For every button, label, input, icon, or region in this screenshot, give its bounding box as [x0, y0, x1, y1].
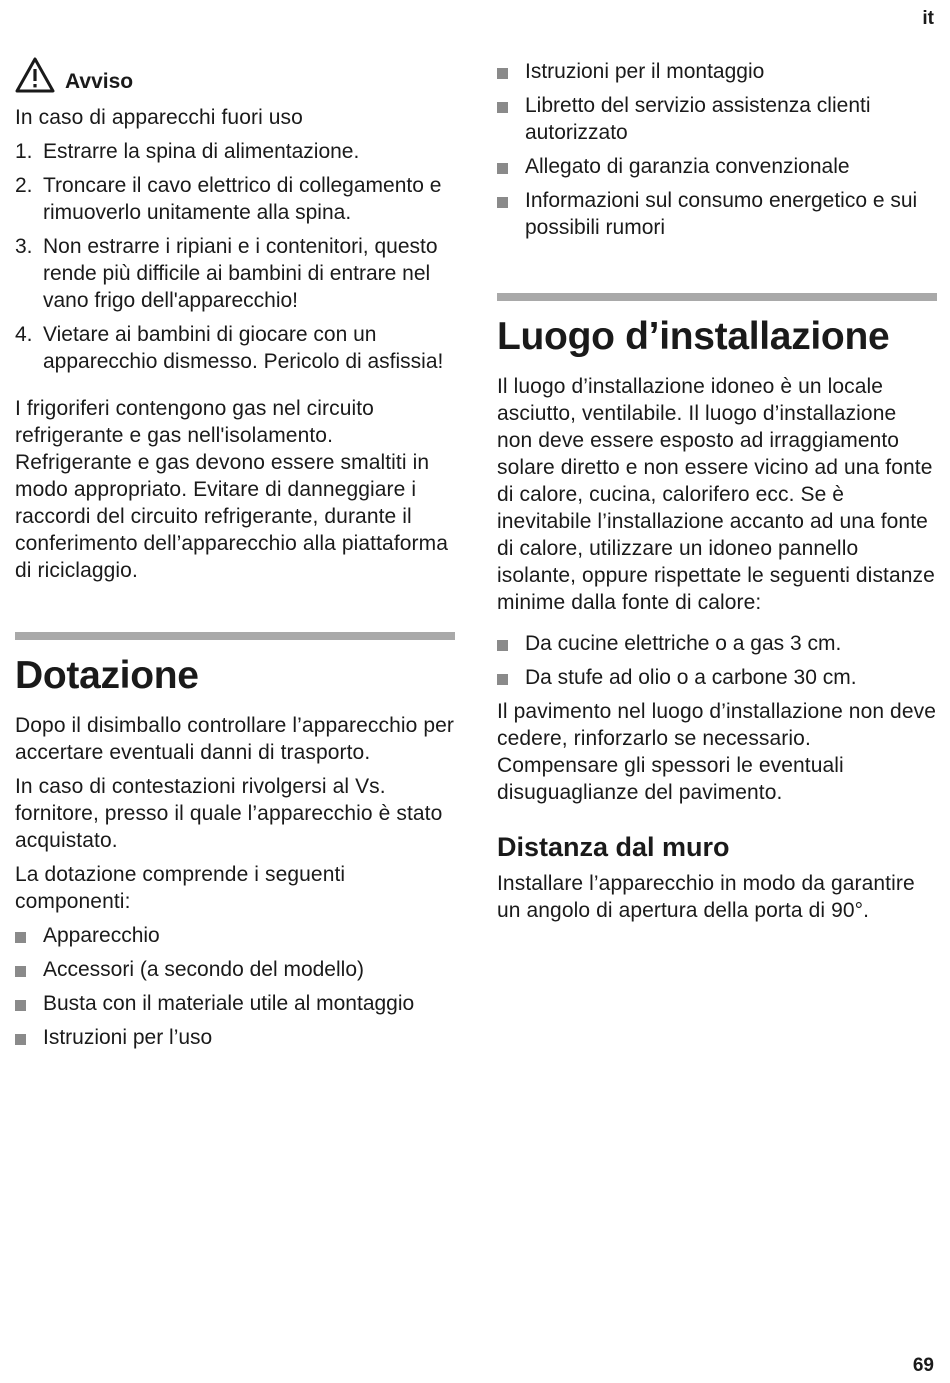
list-item-text: Informazioni sul consumo energetico e sui possibili rumori	[525, 189, 918, 239]
list-item	[497, 187, 937, 241]
page-number: 69	[912, 1355, 934, 1376]
step-text: Troncare il cavo elettrico di collegamento e rimuoverlo unitamente alla spina.	[43, 174, 442, 224]
distances-list	[497, 630, 937, 691]
section-title-luogo: Luogo d’installazione	[497, 315, 890, 358]
dotazione-paragraph-1: Dopo il disimballo controllare l’apparecchio per accertare eventuali danni di trasporto.	[15, 714, 455, 764]
list-item	[497, 153, 937, 180]
bullet-square-icon	[497, 664, 525, 691]
bullet-square-icon	[15, 990, 43, 1017]
warning-header	[15, 58, 455, 96]
section-title-dotazione: Dotazione	[15, 654, 199, 697]
list-item	[15, 1024, 455, 1051]
muro-paragraph: Installare l’apparecchio in modo da garantire un angolo di apertura della porta di 90°.	[497, 872, 915, 922]
bullet-square-icon	[497, 153, 525, 180]
step-item	[15, 321, 455, 375]
step-text: Estrarre la spina di alimentazione.	[43, 140, 360, 163]
step-text: Non estrarre i ripiani e i contenitori, questo rende più difficile ai bambini di entrare nel vano frigo dell'apparecchio!	[43, 235, 438, 312]
right-column	[497, 58, 937, 931]
step-item	[15, 138, 455, 165]
bullet-square-icon	[15, 922, 43, 949]
list-item-text: Istruzioni per l’uso	[43, 1026, 213, 1049]
warning-triangle-icon	[15, 57, 55, 98]
step-item	[15, 233, 455, 314]
step-number: 3.	[15, 235, 33, 258]
disposal-steps	[15, 138, 455, 375]
list-item	[497, 92, 937, 146]
list-item-text: Da stufe ad olio o a carbone 30 cm.	[525, 666, 857, 689]
bullet-square-icon	[497, 58, 525, 85]
dotazione-paragraph-3: La dotazione comprende i seguenti componenti:	[15, 863, 346, 913]
step-number: 4.	[15, 323, 33, 346]
luogo-paragraph-1: Il luogo d’installazione idoneo è un locale asciutto, ventilabile. Il luogo d’installazione non deve essere esposto ad irraggiamento solare diretto e non essere vicino ad una fonte di calore, cucina, calorifero ecc. Se è inevitabile l’installazione accanto ad una fonte di calore, utilizzare un idoneo pannello isolante, oppure rispettate le seguenti distanze minime dalla fonte di calore:	[497, 375, 935, 614]
bullet-square-icon	[497, 187, 525, 241]
step-number: 2.	[15, 174, 33, 197]
list-item-text: Allegato di garanzia convenzionale	[525, 155, 850, 178]
list-item	[15, 990, 455, 1017]
list-item	[497, 58, 937, 85]
list-item-text: Libretto del servizio assistenza clienti autorizzato	[525, 94, 871, 144]
list-item-text: Istruzioni per il montaggio	[525, 60, 765, 83]
list-item	[15, 922, 455, 949]
section-divider	[15, 632, 455, 640]
left-column	[15, 58, 455, 1058]
step-item	[15, 172, 455, 226]
list-item-text: Busta con il materiale utile al montaggio	[43, 992, 415, 1015]
subsection-title-muro: Distanza dal muro	[497, 832, 730, 862]
luogo-paragraph-2: Il pavimento nel luogo d’installazione non deve cedere, rinforzarlo se necessario. Compensare gli spessori le eventuali disuguaglianze del pavimento.	[497, 700, 936, 804]
language-tag: it	[922, 8, 934, 29]
bullet-square-icon	[497, 92, 525, 146]
list-item-text: Da cucine elettriche o a gas 3 cm.	[525, 632, 842, 655]
list-item-text: Apparecchio	[43, 924, 160, 947]
components-list	[15, 922, 455, 1051]
step-number: 1.	[15, 140, 33, 163]
refrigerant-paragraph: I frigoriferi contengono gas nel circuito refrigerante e gas nell'isolamento. Refrigerante e gas devono essere smaltiti in modo appropriato. Evitare di danneggiare i raccordi del circuito refrigerante, durante il conferimento dell’apparecchio alla piattaforma di riciclaggio.	[15, 397, 449, 582]
bullet-square-icon	[15, 956, 43, 983]
dotazione-paragraph-2: In caso di contestazioni rivolgersi al Vs. fornitore, presso il quale l’apparecchio è stato acquistato.	[15, 775, 443, 852]
bullet-square-icon	[15, 1024, 43, 1051]
components-list-continued	[497, 58, 937, 241]
warning-intro: In caso di apparecchi fuori uso	[15, 106, 303, 129]
list-item	[15, 956, 455, 983]
list-item-text: Accessori (a secondo del modello)	[43, 958, 364, 981]
warning-label: Avviso	[65, 70, 134, 93]
bullet-square-icon	[497, 630, 525, 657]
step-text: Vietare ai bambini di giocare con un apparecchio dismesso. Pericolo di asfissia!	[43, 323, 444, 373]
list-item	[497, 664, 937, 691]
list-item	[497, 630, 937, 657]
section-divider	[497, 293, 937, 301]
